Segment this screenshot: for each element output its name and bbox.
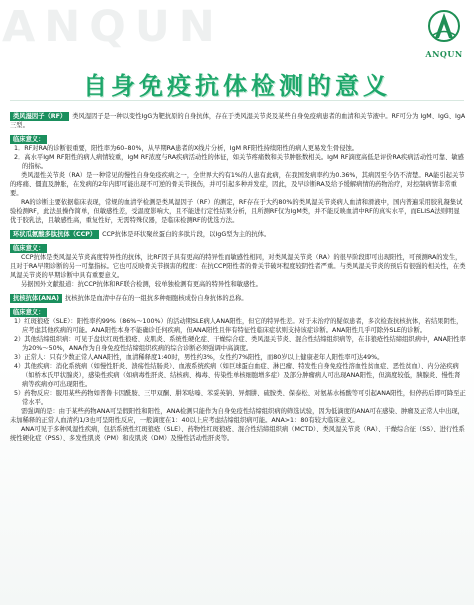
ana-intro-text: 抗核抗体是血清中存在的一组抗多种细胞核成份自身抗体的总称。 [64, 295, 248, 302]
ccp-clinical-header-row [10, 244, 466, 253]
ccp-intro-text: CCP抗体是环状聚丝蛋白的多肽片段，以IgG型为主的抗体。 [102, 231, 271, 238]
rf-diagnosis-paragraph: RA的诊断主要依据临床表现，常规的血清学检测是类风湿因子（RF）的测定，RF存在于大约80%的类风湿关节炎病人血清和滑液中，国内普遍采用胶乳凝集试验检测RF，此法虽操作简单，但敏感性差，受温度影响大，且不能进行定性结果分析，且所测RF仅为IgM类，并不能反映血清中RF的真实水平，而ELISA法则明显优于胶乳法，且敏感性高，重复性好，无需特殊仪器，是临床检测RF的优选方法。 [10, 199, 463, 224]
ccp-clinical-header: 临床意义： [10, 244, 47, 253]
ana-header: 抗核抗体(ANA) [10, 294, 62, 303]
ana-section [10, 294, 466, 443]
rf-intro [10, 112, 466, 130]
ccp-section [10, 230, 466, 289]
ana-clinical-header: 临床意义： [10, 308, 47, 317]
watermark: ANQUN [2, 2, 224, 52]
ana-item-3: 3）正常人：只有少数正常人ANA阳性，血清稀释度1:40时，男性约3%，女性约7%阳性，而80岁以上健康老年人阳性率可达49%。 [14, 354, 384, 361]
brand-logo [422, 8, 466, 64]
rf-item-2: 2．高水平IgM RF阳性的病人病情较重，IgM RF浓度与RA疾病活动性的体征，如关节疼痛数和关节肿胀数相关。IgM RF滴度高低是评价RA疾病活动性可靠、敏感的指标。 [14, 154, 464, 170]
rf-header: 类风湿因子（RF） [10, 112, 69, 121]
ccp-paragraph-1: CCP抗体是类风湿关节炎高度特异性的抗体，比RF因子具有更高的特异性而敏感性相同，对类风湿关节炎（RA）的很早阶段即可出现阳性，可预测RA的发生，且对于RA早期诊断的另一可靠指标。它也可反映骨关节损害的程度：在抗CCP阳性者的骨关节破坏程度较阴性者严重。与类风湿关节炎的预后有很强的相关性，在类风湿关节炎的早期诊断中具有重要意义。 [10, 254, 466, 279]
rf-ra-paragraph: 类风湿性关节炎（RA）是一种常见的慢性自身免疫疾病之一，全世界大约有1%的人患有此病，在我国发病率约为0.36%，其病因至今仍不清楚。RA能引起关节的疼痛、僵直及肿胀，在发病的2年内即可能出现不可逆的骨关节损伤，并可引起多种并发症，因此，及早诊断RA及给予缓解病情的药物治疗，对控制病情非常重要。 [10, 172, 465, 197]
ana-note-paragraph: 需强调的是：由于某些药物ANA可呈假阳性和阳性，ANA检测只能作为自身免疫性结缔组织病的筛选试验，因为低滴度的ANA可在感染、肿瘤及正常人中出现，未加稀释的正常人血清约1/3也可呈阳性反应，一般滴度在1：40以上应考虑结缔组织病可能。ANA>1：80有较大临床意义。 [10, 408, 464, 424]
ana-final-paragraph: ANA可见于多种风湿性疾病，包括系统性红斑狼疮（SLE）、药物性红斑狼疮、混合性结缔组织病（MCTD）、类风湿关节炎（RA）、干燥综合征（SS）、进行性系统性硬化症（PSS）、多发性肌炎（PM）和皮肌炎（DM）及慢性活动性肝炎等。 [10, 426, 465, 442]
page-title: 自身免疫抗体检测的意义 [83, 72, 391, 100]
rf-clinical-header-row [10, 135, 466, 144]
ana-item-2: 2）其他结缔组织病：可见于盘状红斑性狼疮、皮肌炎、系统性硬化症、干燥综合症、类风湿关节炎、混合性结缔组织病等，在非狼疮性结缔组织病中，ANA阳性率为20%～50%，ANA作为自身免疫性结缔组织疾病的综合诊断必须强调中高滴度。 [14, 336, 466, 352]
rf-clinical-header: 临床意义： [10, 135, 47, 144]
title-divider [10, 100, 464, 101]
rf-intro-text: 类风湿因子是一种以变性IgG为靶抗原的自身抗体，存在于类风湿关节炎及某些自身免疫病患者的血清和关节液中。RF可分为 IgM、IgG、IgA 三型。 [10, 113, 466, 129]
ana-item-4: 4）其他疾病：消化系统病（如慢性肝炎、溃疡性结肠炎）、血液系统疾病（如巨球蛋白血症、淋巴瘤、特发性自身免疫性溶血性贫血症、恶性贫血）、内分泌疾病（如桥本氏甲状腺炎），感染性疾病（如病毒性肝炎、结核病、梅毒、传染性单核细胞增多症）及部分肿瘤病人可出现ANA阳性，但滴度较低，胰腺炎、慢性肾病等疾病亦可出现阳性。 [14, 363, 461, 388]
ana-item-1: 1）红斑狼疮（SLE）：阳性率约99%（86%～100%）的活动期SLE病人ANA阳性，但它的特异性差。对于未治疗的疑似患者，多次检查抗核抗体，若结果阴性，应考虑其他疾病的可能。ANA阳性本身不能确诊任何疾病，但ANA阳性且伴有特征性临床症状则支持该症诊断。ANA阳性几乎可除外SLE的诊断。 [14, 318, 463, 334]
ana-intro [10, 294, 466, 303]
logo-text: ANQUN [425, 49, 463, 59]
article-body [10, 112, 466, 443]
ccp-intro [10, 230, 466, 239]
rf-item-1: 1．RF对RA的诊断很重要，阳性率为60–80%，从早期RA患者的X线片分析，IgM RF阳性持续阳性的病人更易发生骨侵蚀。 [14, 145, 359, 152]
rf-section [10, 112, 466, 225]
ana-item-5: 5）药物反应：服用某些药物如普鲁卡因酰胺、三甲双酮、肼苯哒嗪、苯妥英钠、异烟肼、硫胺类、保泰松、对氨基水杨酸等可引起ANA阳性，但停药后即可降至正常水平。 [14, 390, 466, 406]
anqun-logo-icon [427, 8, 461, 48]
ana-clinical-header-row [10, 308, 466, 317]
ccp-header: 环状瓜氨酸多肽抗体（CCP） [10, 230, 99, 239]
ccp-paragraph-2: 另据国外文献报道：抗CCP抗体和RF联合检测，较单独检测有更高的特异性和敏感性。 [21, 281, 262, 288]
